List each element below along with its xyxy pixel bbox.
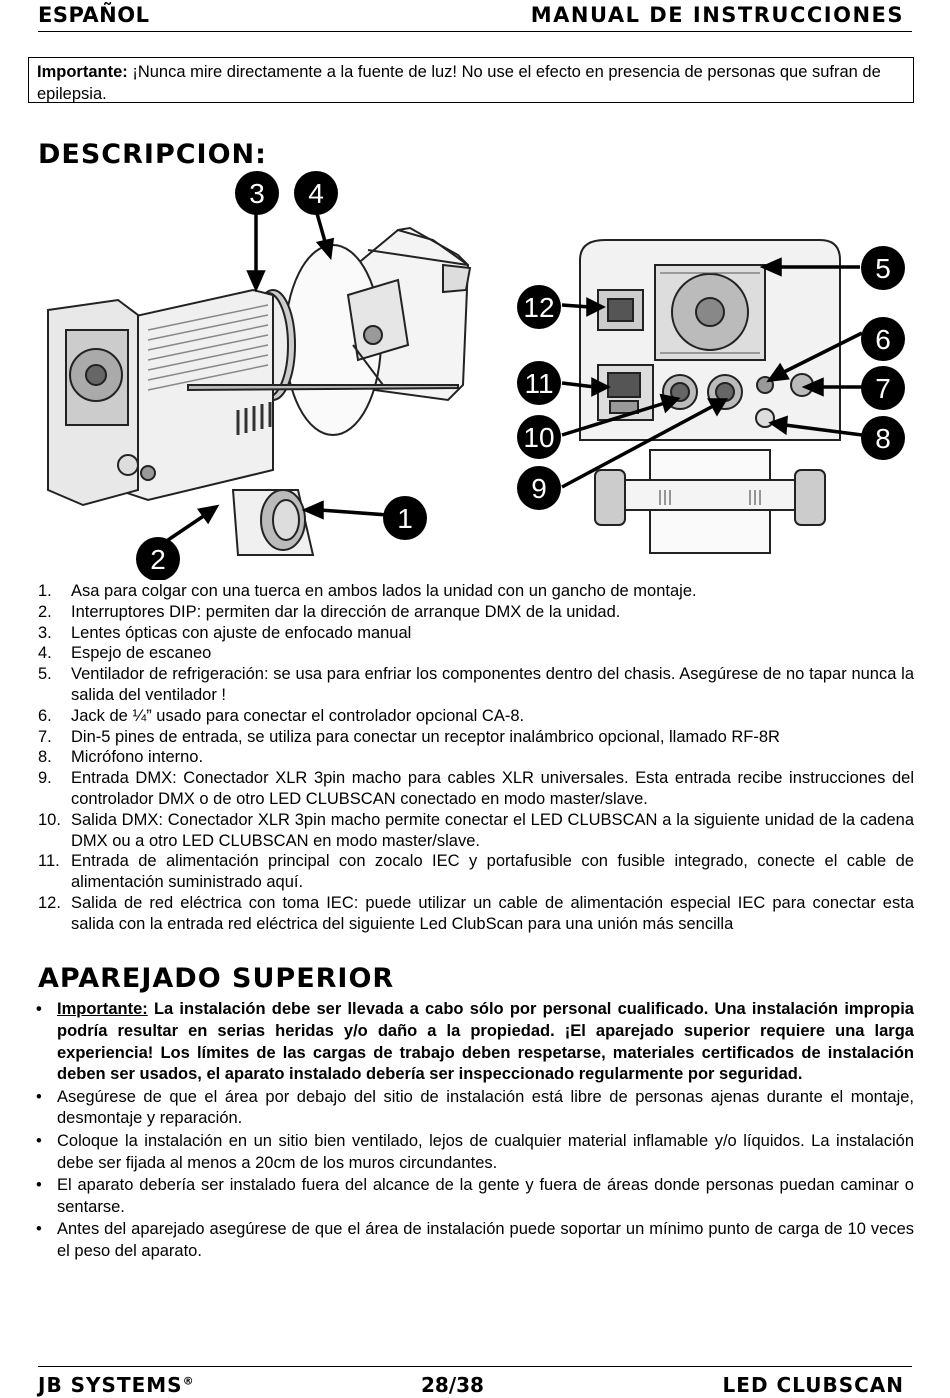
list-item: • Coloque la instalación en un sitio bien ventilado, lejos de cualquier material inflamable y/o líquidos. La instalación debe ser fijada al menos a 20cm de los muros circundantes. [36, 1131, 914, 1175]
list-item: 7. Din-5 pines de entrada, se utiliza para conectar un receptor inalámbrico opcional, llamado RF-8R [38, 727, 780, 746]
rigging-heading: APAREJADO SUPERIOR [38, 963, 395, 994]
callout-8: 8 [875, 423, 891, 454]
list-item: 11. Entrada de alimentación principal con zocalo IEC y portafusible con fusible integrado, conecte el cable de alimentación suministrado aquí. [38, 852, 914, 892]
callout-10: 10 [523, 422, 555, 453]
list-item: 9. Entrada DMX: Conectador XLR 3pin macho para cables XLR universales. Esta entrada recibe instrucciones del controlador DMX o de otro LED CLUBSCAN conectado en modo master/slave. [38, 769, 914, 808]
description-list [38, 581, 914, 935]
warning-label: Importante: [37, 63, 128, 81]
header-manual-title: MANUAL DE INSTRUCCIONES [530, 3, 904, 27]
device-rear-panel-illustration [510, 235, 910, 560]
list-item: 5. Ventilador de refrigeración: se usa para enfriar los componentes dentro del chasis. Asegúrese de no tapar nunca la salida del ventilador ! [38, 665, 914, 704]
footer-brand: JB SYSTEMS® [38, 1373, 195, 1397]
device-side-view-illustration [38, 170, 478, 580]
callout-6: 6 [875, 324, 891, 355]
list-item: • Importante: La instalación debe ser llevada a cabo sólo por personal cualificado. Una instalación impropia podría resultar en serias heridas y/o daño a la propiedad. ¡El aparejado superior requiere una larga experiencia! Los límites de las cargas de trabajo deben respetarse, materiales certificados de instalación deben ser usados, el aparato instalado debería ser inspeccionado regularmente por seguridad. [36, 999, 914, 1086]
callout-2: 2 [150, 544, 166, 575]
list-item: 12. Salida de red eléctrica con toma IEC: puede utilizar un cable de alimentación especial IEC para conectar esta salida con la entrada red eléctrica del siguiente Led ClubScan para una unión más sencilla [38, 893, 914, 933]
rigging-list [36, 999, 914, 1263]
page-header [38, 0, 912, 32]
callout-1: 1 [397, 503, 413, 534]
callout-5: 5 [875, 253, 891, 284]
list-item: 2. Interruptores DIP: permiten dar la dirección de arranque DMX de la unidad. [38, 602, 621, 621]
list-item: 10. Salida DMX: Conectador XLR 3pin macho permite conectar el LED CLUBSCAN a la siguiente unidad de la cadena DMX ou a otro LED CLUBSCAN en modo master/slave. [38, 810, 914, 850]
footer-product: LED CLUBSCAN [722, 1373, 904, 1397]
list-item: • Asegúrese de que el área por debajo del sitio de instalación está libre de personas ajenas durante el montaje, desmontaje y reparación. [36, 1087, 914, 1131]
callout-3: 3 [249, 178, 265, 209]
list-item: • Antes del aparejado asegúrese de que el área de instalación puede soportar un mínimo punto de carga de 10 veces el peso del aparato. [36, 1219, 914, 1263]
header-language: ESPAÑOL [38, 3, 150, 27]
list-item: • El aparato debería ser instalado fuera del alcance de la gente y fuera de áreas donde personas puedan caminar o sentarse. [36, 1175, 914, 1219]
list-item: 3. Lentes ópticas con ajuste de enfocado manual [38, 623, 412, 642]
list-item: 4. Espejo de escaneo [38, 644, 212, 663]
warning-text: ¡Nunca mire directamente a la fuente de luz! No use el efecto en presencia de personas que sufran de epilepsia. [37, 63, 881, 103]
list-item: 8. Micrófono interno. [38, 748, 204, 767]
callout-12: 12 [523, 292, 555, 323]
page-footer [38, 1366, 912, 1398]
warning-box [28, 57, 914, 103]
description-heading: DESCRIPCION: [38, 139, 267, 170]
callout-9: 9 [531, 473, 547, 504]
callout-11: 11 [524, 368, 554, 399]
list-item: 1. Asa para colgar con una tuerca en ambos lados la unidad con un gancho de montaje. [38, 582, 697, 600]
callout-7: 7 [875, 373, 891, 404]
page-number: 28/38 [421, 1373, 484, 1397]
list-item: 6. Jack de ¼” usado para conectar el controlador opcional CA-8. [38, 706, 525, 725]
callout-4: 4 [308, 178, 324, 209]
